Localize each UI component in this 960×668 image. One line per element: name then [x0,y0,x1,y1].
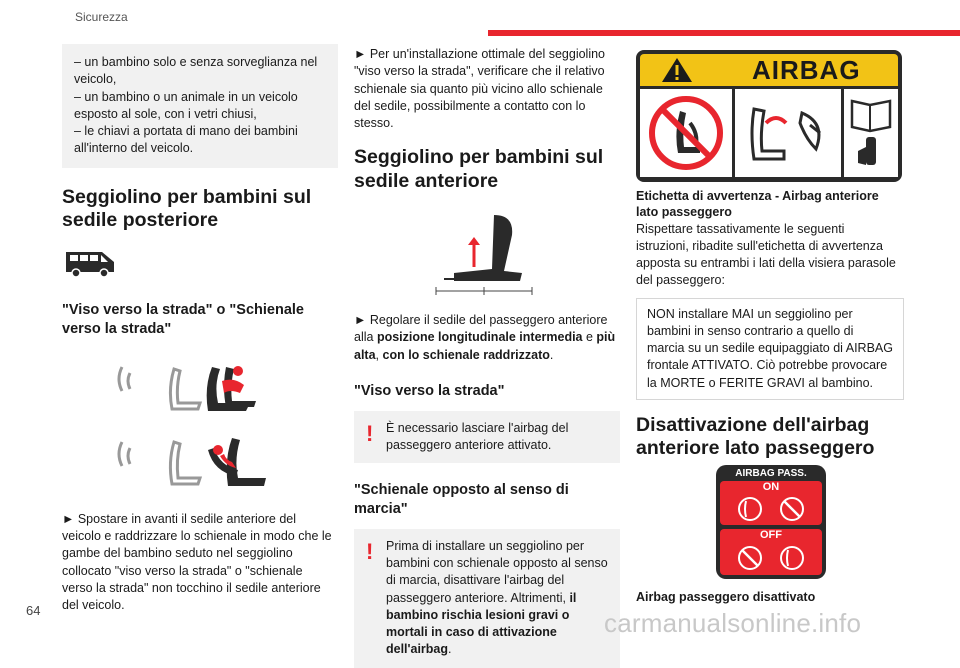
heading-front-seat: Seggiolino per bambini sul sedile anteriore [354,146,604,192]
caption-warning-label: Etichetta di avvertenza - Airbag anteriore lato passeggero [636,189,879,220]
paragraph-adjust-seat: ► Regolare il sedile del passeggero anteriore alla posizione longitudinale intermedia e più alta, con lo schienale raddrizzato. [354,313,616,362]
warning-icon: ! [366,538,374,564]
warning-icon: ! [366,420,374,446]
warning-triangle-icon [660,56,694,84]
indicator-on-panel [720,481,822,525]
caption-airbag-deactivated: Airbag passeggero disattivato [636,589,816,604]
seat-rear-facing-illustration [114,432,338,497]
no-rear-facing-seat-icon [640,89,732,177]
airbag-deploy-icon [735,89,841,177]
paragraph-instructions: Rispettare tassativamente le seguenti istruzioni, ribadite sull'etichetta di avvertenza apposta su entrambi i lati della visiera parasole del passeggero: [636,221,896,288]
hazard-list-box [62,44,338,168]
column-right [636,44,904,605]
indicator-off-panel [720,529,822,575]
airbag-label-header [640,54,898,86]
van-icon [62,246,338,283]
heading-deactivation: Disattivazione dell'airbag anteriore lato passeggero [636,413,875,460]
on-pictogram-icon [720,493,822,525]
airbag-label-title: AIRBAG [752,55,861,85]
read-manual-icon [844,89,898,177]
paragraph-installation: ► Per un'installazione ottimale del seggiolino "viso verso la strada", verificare che il relativo schienale sia quanto più vicino allo schienale del sedile, possibilmente a contatto con lo stesso. [354,47,606,130]
off-pictogram-icon [720,542,822,574]
indicator-on-label: ON [762,480,780,493]
indicator-off-label: OFF [760,528,782,541]
list-item: – le chiavi a portata di mano dei bambini all'interno del veicolo. [74,124,298,156]
column-middle [354,44,620,668]
page-number: 64 [26,603,41,618]
warning-box-deactivate-airbag: ! Prima di installare un seggiolino per bambini con schienale opposto al senso di marcia, disattivare l'airbag del passeggero anteriore. Altrimenti, il bambino rischia lesioni gravi o mortali in caso di attivazione dell'airbag. [354,529,620,668]
seat-forward-facing-illustration [114,359,338,422]
subheading-rear-facing: "Schienale opposto al senso di marcia" [354,482,569,517]
warning-box-airbag-active: ! È necessario lasciare l'airbag del passeggero anteriore attivato. [354,411,620,464]
subheading-forward-facing: "Viso verso la strada" [354,382,505,399]
list-item: – un bambino solo e senza sorveglianza nel veicolo, [74,55,318,87]
list-item: – un bambino o un animale in un veicolo esposto al sole, con i vetri chiusi, [74,89,298,121]
airbag-pass-indicator [716,465,826,579]
seat-adjust-illustration [434,211,620,304]
column-left [62,44,338,614]
airbag-warning-label [636,50,902,182]
paragraph-move-seat: ► Spostare in avanti il sedile anteriore del veicolo e raddrizzare lo schienale in modo che le gambe del bambino seduto nel seggiolino collocato "viso verso la strada" o "schienale verso la strada" non tocchino il sedile anteriore del veicolo. [62,511,332,613]
subheading-orientation: "Viso verso la strada" o "Schienale verso la strada" [62,302,304,338]
indicator-title: AIRBAG PASS. [735,467,807,479]
section-title: Sicurezza [75,10,128,24]
header-accent-bar [488,30,960,36]
warning-box-never-install: NON installare MAI un seggiolino per bambini in senso contrario a quello di marcia su un sedile equipaggiato di AIRBAG frontale ATTIVATO. Ciò potrebbe provocare la MORTE o FERITE GRAVI al bambino. [636,298,904,400]
heading-rear-seat: Seggiolino per bambini sul sedile posteriore [62,185,312,231]
watermark: carmanualsonline.info [604,608,862,638]
